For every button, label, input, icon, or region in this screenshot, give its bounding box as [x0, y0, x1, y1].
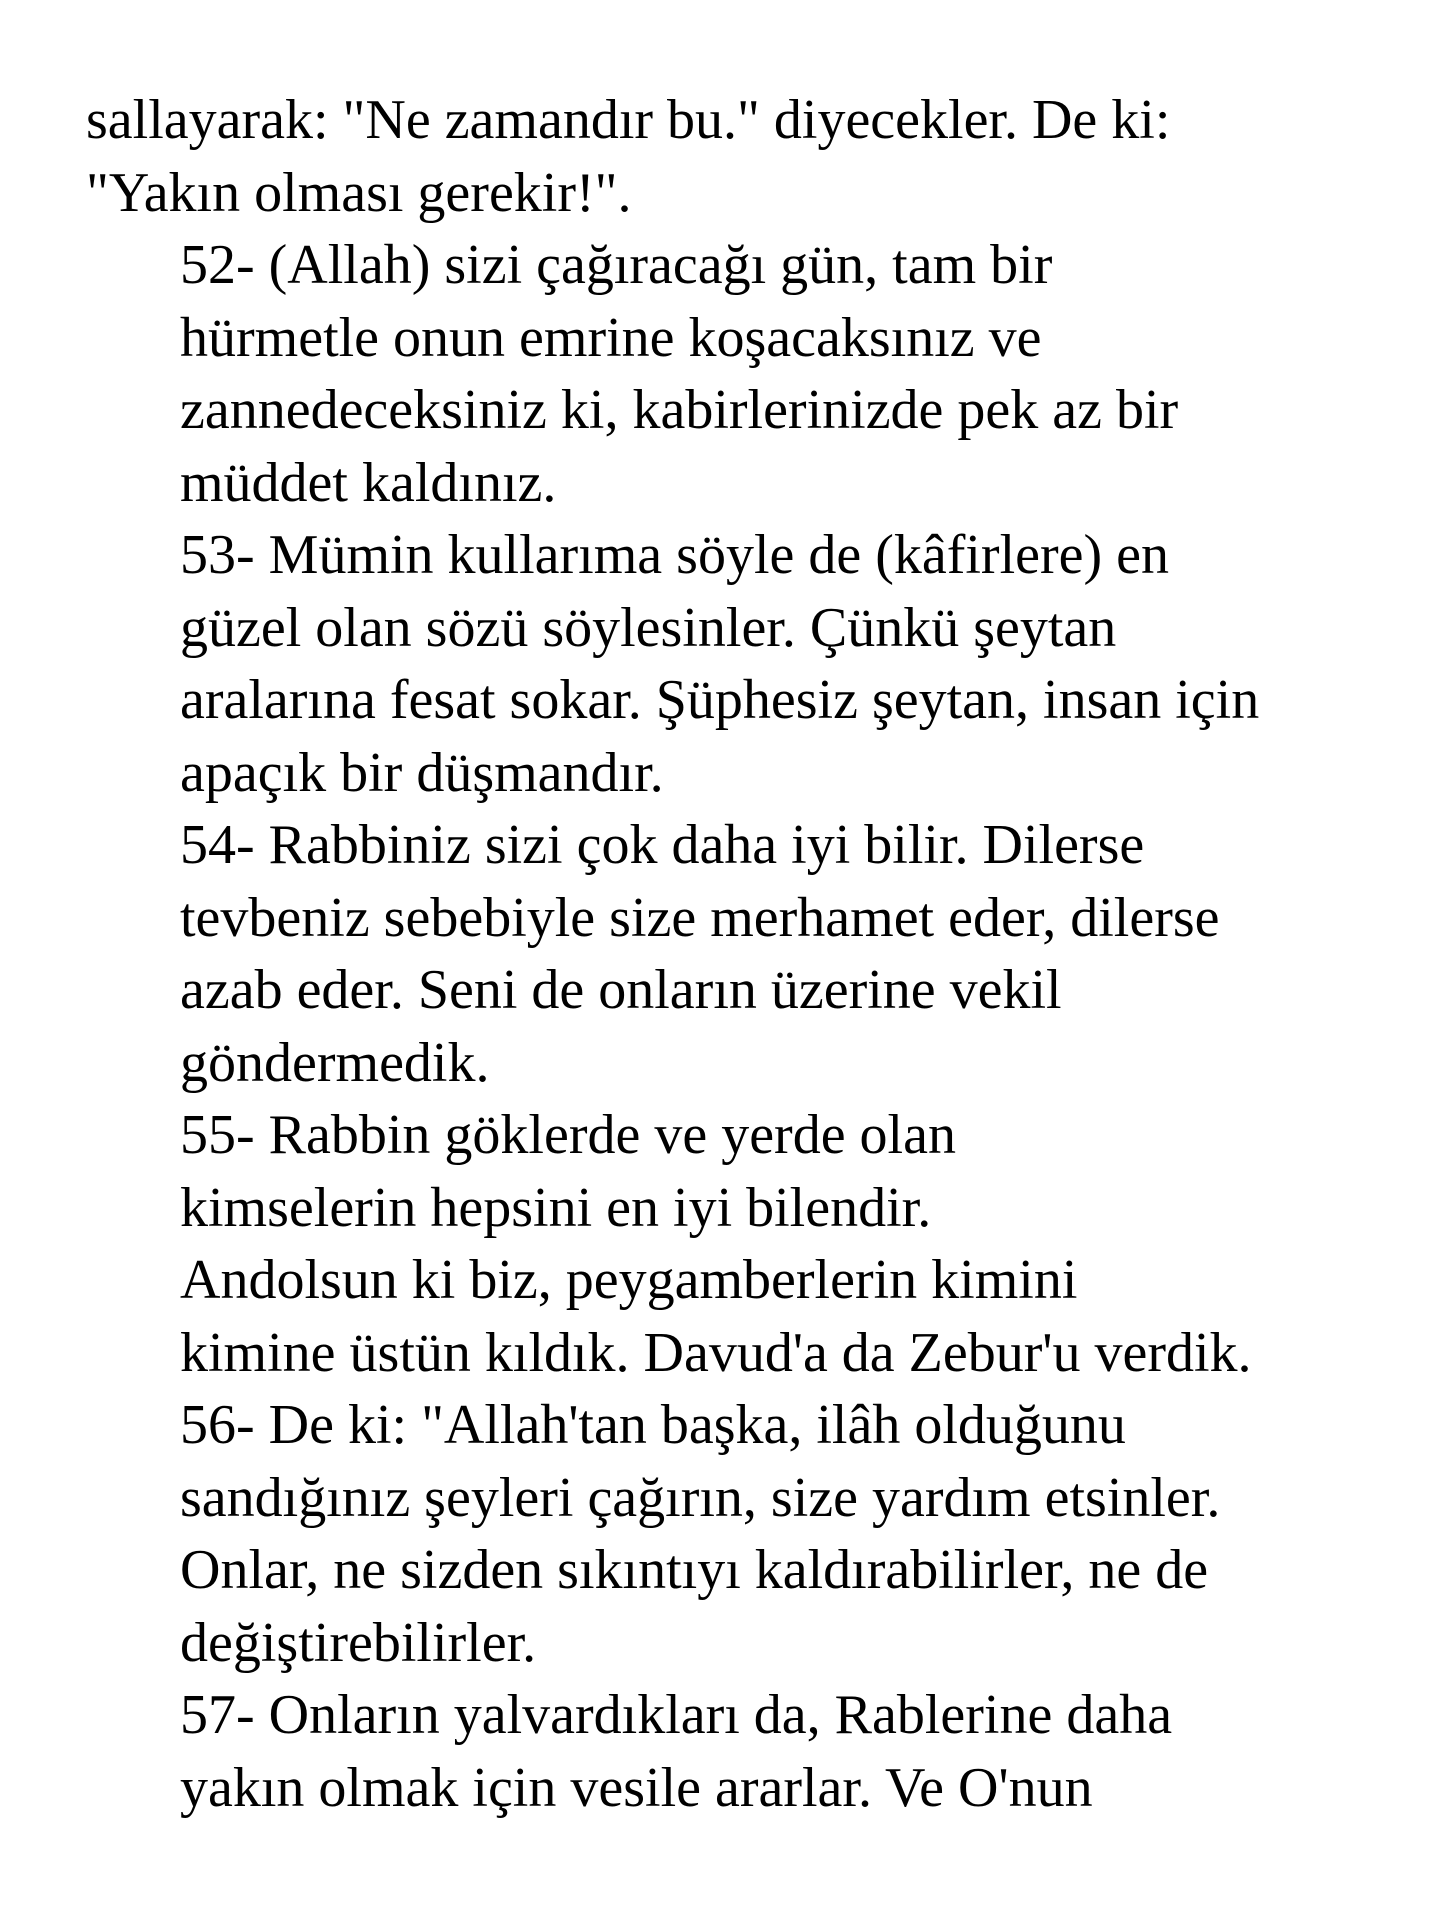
text-line: 52- (Allah) sizi çağıracağı gün, tam bir — [180, 234, 1053, 296]
text-line: tevbeniz sebebiyle size merhamet eder, dilerse — [180, 886, 1220, 949]
text-line: zannedeceksiniz ki, kabirlerinizde pek az bir — [180, 379, 1179, 441]
paragraph-verse-55 — [86, 1099, 1386, 1244]
text-line: Onlar, ne sizden sıkıntıyı kaldırabilirler, ne de — [180, 1539, 1209, 1601]
text-line: değiştirebilirler. — [180, 1611, 537, 1674]
text-line: göndermedik. — [180, 1031, 490, 1094]
text-line: 57- Onların yalvardıkları da, Rablerine daha — [180, 1684, 1173, 1746]
paragraph-verse-56 — [86, 1389, 1386, 1679]
text-line: müddet kaldınız. — [180, 451, 557, 514]
text-line: güzel olan sözü söylesinler. Çünkü şeytan — [180, 596, 1117, 659]
paragraph-continuation — [86, 84, 1386, 229]
text-line: kimselerin hepsini en iyi bilendir. — [180, 1176, 932, 1239]
text-line: Andolsun ki biz, peygamberlerin kimini — [180, 1249, 1078, 1311]
text-line: aralarına fesat sokar. Şüphesiz şeytan, insan için — [180, 669, 1260, 731]
text-line: 53- Mümin kullarıma söyle de (kâfirlere) en — [180, 524, 1169, 586]
paragraph-verse-52 — [86, 229, 1386, 519]
text-line: "Yakın olması gerekir!". — [86, 161, 632, 224]
text-line: yakın olmak için vesile ararlar. Ve O'nun — [180, 1756, 1093, 1819]
text-line: apaçık bir düşmandır. — [180, 741, 664, 804]
text-line: azab eder. Seni de onların üzerine vekil — [180, 959, 1062, 1021]
text-line: kimine üstün kıldık. Davud'a da Zebur'u verdik. — [180, 1321, 1252, 1384]
text-line: sallayarak: "Ne zamandır bu." diyecekler. De ki: — [86, 89, 1171, 151]
paragraph-verse-54 — [86, 809, 1386, 1099]
text-line: 54- Rabbiniz sizi çok daha iyi bilir. Dilerse — [180, 814, 1145, 876]
text-line: sandığınız şeyleri çağırın, size yardım etsinler. — [180, 1466, 1221, 1529]
paragraph-verse-55-cont — [86, 1244, 1386, 1389]
text-line: 56- De ki: "Allah'tan başka, ilâh olduğunu — [180, 1394, 1126, 1456]
document-page — [86, 84, 1386, 1824]
text-line: hürmetle onun emrine koşacaksınız ve — [180, 306, 1042, 369]
text-line: 55- Rabbin göklerde ve yerde olan — [180, 1104, 956, 1166]
paragraph-verse-53 — [86, 519, 1386, 809]
paragraph-verse-57 — [86, 1679, 1386, 1824]
